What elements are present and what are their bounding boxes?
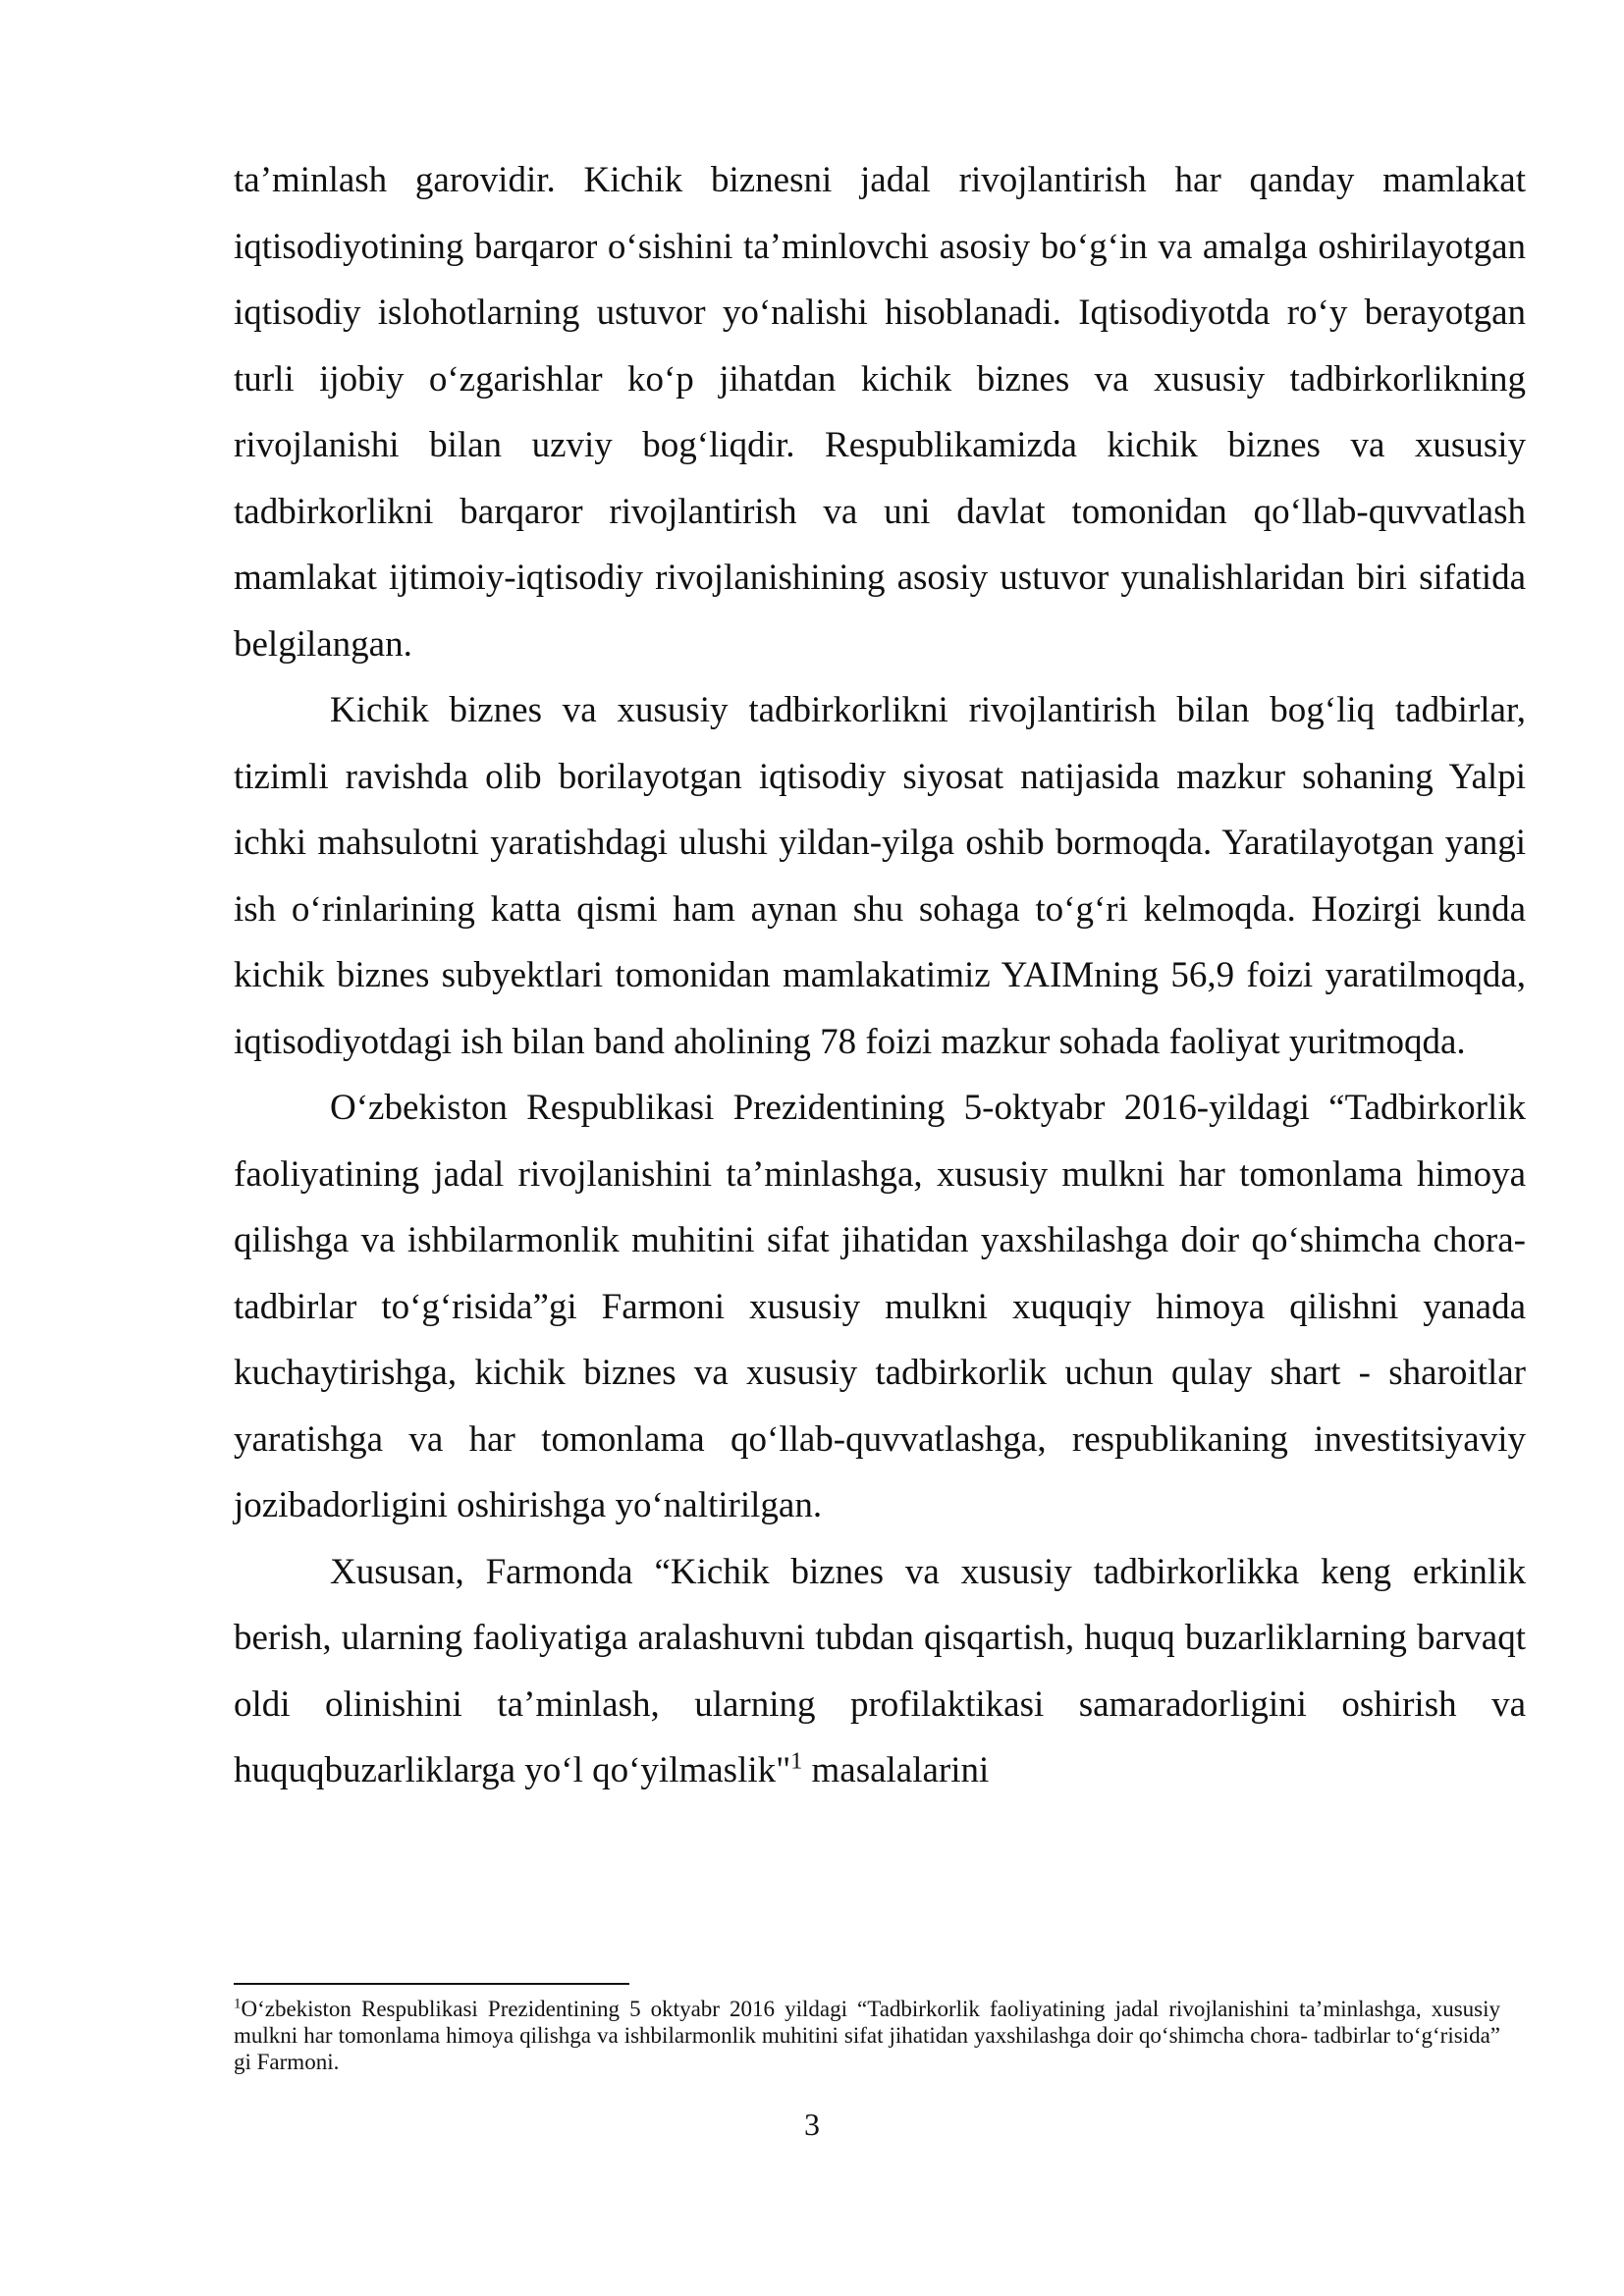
paragraph-1: ta’minlash garovidir. Kichik biznesni jadal rivojlantirish har qanday mamlakat iqtisodiyotining barqaror o‘sishini ta’minlovchi asosiy bo‘g‘in va amalga oshirilayotgan iqtisodiy islohotlarning ustuvor yo‘nalishi hisoblanadi. Iqtisodiyotda ro‘y berayotgan turli ijobiy o‘zgarishlar ko‘p jihatdan kichik biznes va xususiy tadbirkorlikning rivojlanishi bilan uzviy bog‘liqdir. Respublikamizda kichik biznes va xususiy tadbirkorlikni barqaror rivojlantirish va uni davlat tomonidan qo‘llab-quvvatlash mamlakat ijtimoiy-iqtisodiy rivojlanishining asosiy ustuvor yunalishlaridan biri sifatida belgilangan. bbox=[234, 160, 1526, 665]
paragraph-4 bbox=[234, 1539, 1526, 1804]
paragraph-4-continuation: masalalarini bbox=[802, 1750, 990, 1790]
footnote-separator bbox=[234, 1983, 629, 1985]
footnote-mark: 1 bbox=[234, 1996, 242, 2012]
page-number: 3 bbox=[804, 2107, 820, 2142]
footnote bbox=[234, 1996, 1500, 2075]
paragraph-2: Kichik biznes va xususiy tadbirkorlikni rivojlantirish bilan bog‘liq tadbirlar, tizimli ravishda olib borilayotgan iqtisodiy siyosat natijasida mazkur sohaning Yalpi ichki mahsulotni yaratishdagi ulushi yildan-yilga oshib bormoqda. Yaratilayotgan yangi ish o‘rinlarining katta qismi ham aynan shu sohaga to‘g‘ri kelmoqda. Hozirgi kunda kichik biznes subyektlari tomonidan mamlakatimiz YAIMning 56,9 foizi yaratilmoqda, iqtisodiyotdagi ish bilan band aholining 78 foizi mazkur sohada faoliyat yuritmoqda. bbox=[234, 690, 1526, 1062]
footnote-reference[interactable]: 1 bbox=[790, 1748, 803, 1775]
paragraph-3: O‘zbekiston Respublikasi Prezidentining 5-oktyabr 2016-yildagi “Tadbirkorlik faoliyatining jadal rivojlanishini ta’minlashga, xususiy mulkni har tomonlama himoya qilishga va ishbilarmonlik muhitini sifat jihatidan yaxshilashga doir qo‘shimcha chora- tadbirlar to‘g‘risida”gi Farmoni xususiy mulkni xuquqiy himoya qilishni yanada kuchaytirishga, kichik biznes va xususiy tadbirkorlik uchun qulay shart - sharoitlar yaratishga va har tomonlama qo‘llab-quvvatlashga, respublikaning investitsiyaviy jozibadorligini oshirishga yo‘naltirilgan. bbox=[234, 1088, 1526, 1525]
paragraph-4-text: Xususan, Farmonda “Kichik biznes va xususiy tadbirkorlikka keng erkinlik berish, ularning faoliyatiga aralashuvni tubdan qisqartish, huquq buzarliklarning barvaqt oldi olinishini ta’minlash, ularning profilaktikasi samaradorligini oshirish va huquqbuzarliklarga yo‘l qo‘yilmaslik" bbox=[234, 1551, 1526, 1790]
footnote-text: O‘zbekiston Respublikasi Prezidentining 5 oktyabr 2016 yildagi “Tadbirkorlik faoliyatining jadal rivojlanishini ta’minlashga, xususiy mulkni har tomonlama himoya qilishga va ishbilarmonlik muhitini sifat jihatidan yaxshilashga doir qo‘shimcha chora- tadbirlar to‘g‘risida” gi Farmoni. bbox=[234, 1997, 1500, 2074]
body-text bbox=[234, 147, 1526, 1804]
